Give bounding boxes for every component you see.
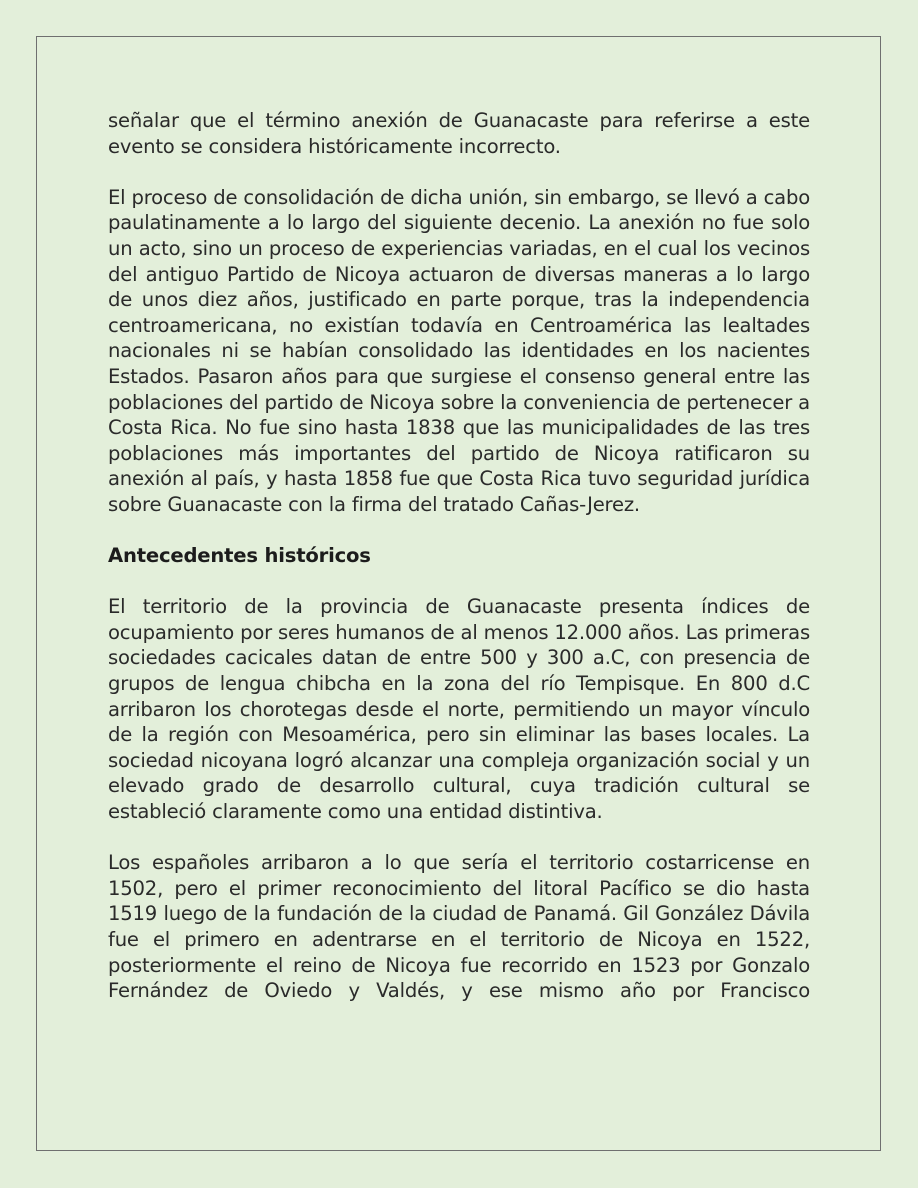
section-heading: Antecedentes históricos — [108, 544, 371, 568]
paragraph-espanoles: Los españoles arribaron a lo que sería el territorio costarricense en 1502, pero el primer reconocimiento del litoral Pacífico se dio hasta 1519 luego de la fundación de la ciudad de Panamá. Gil González Dávila fue el primero en adentrarse en el territorio de Nicoya en 1522, posteriormente el reino de Nicoya fue recorrido en 1523 por Gonzalo Fernández de Oviedo y Valdés, y ese mismo año por Francisco — [108, 851, 810, 1003]
paragraph-consolidacion: El proceso de consolidación de dicha unión, sin embargo, se llevó a cabo paulatinamente a lo largo del siguiente decenio. La anexión no fue solo un acto, sino un proceso de experiencias variadas, en el cual los vecinos del antiguo Partido de Nicoya actuaron de diversas maneras a lo largo de unos diez años, justificado en parte porque, tras la independencia centroamericana, no existían todavía en Centroamérica las lealtades nacionales ni se habían consolidado las identidades en los nacientes Estados. Pasaron años para que surgiese el consenso general entre las poblaciones del partido de Nicoya sobre la conveniencia de pertenecer a Costa Rica. No fue sino hasta 1838 que las municipalidades de las tres poblaciones más importantes del partido de Nicoya ratificaron su anexión al país, y hasta 1858 fue que Costa Rica tuvo seguridad jurídica sobre Guanacaste con la firma del tratado Cañas-Jerez. — [108, 185, 810, 516]
document-body — [108, 108, 810, 1004]
paragraph-anexion-note: señalar que el término anexión de Guanacaste para referirse a este evento se considera históricamente incorrecto. — [108, 109, 810, 158]
paragraph-territorio: El territorio de la provincia de Guanacaste presenta índices de ocupamiento por seres humanos de al menos 12.000 años. Las primeras sociedades cacicales datan de entre 500 y 300 a.C, con presencia de grupos de lengua chibcha en la zona del río Tempisque. En 800 d.C arribaron los chorotegas desde el norte, permitiendo un mayor vínculo de la región con Mesoamérica, pero sin eliminar las bases locales. La sociedad nicoyana logró alcanzar una compleja organización social y un elevado grado de desarrollo cultural, cuya tradición cultural se estableció claramente como una entidad distintiva. — [108, 595, 810, 824]
